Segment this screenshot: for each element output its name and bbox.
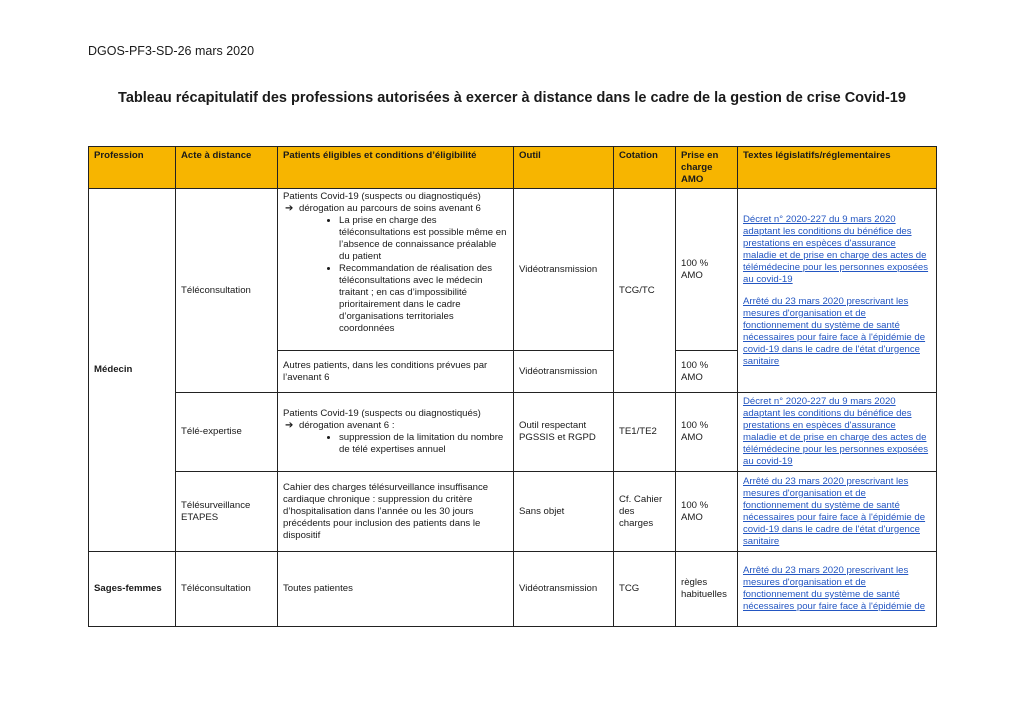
col-header-patients: Patients éligibles et conditions d’éligibilité [278,147,514,189]
col-header-profession: Profession [89,147,176,189]
patients-teleexpertise [278,393,514,472]
outil-cell: Vidéotransmission [514,351,614,393]
textes-cell-sagesfemmes [738,552,937,627]
condition-bullet: • Recommandation de réalisation des téléconsultations avec le médecin traitant ; en cas d’impossibilité prioritairement dans le cadre d’organisations territoriales coordonnées [339,263,508,335]
patients-covid-head: Patients Covid-19 (suspects ou diagnostiqués) [283,191,481,202]
derogation-text: dérogation avenant 6 : [299,420,395,431]
acte-teleconsultation: Téléconsultation [176,552,278,627]
cotation-cell: TCG [614,552,676,627]
derogation-text: dérogation au parcours de soins avenant 6 [299,203,481,214]
patients-sagesfemmes: Toutes patientes [278,552,514,627]
patients-autres: Autres patients, dans les conditions prévues par l’avenant 6 [278,351,514,393]
amo-cell: 100 % AMO [676,472,738,552]
patients-covid-teleconsultation [278,189,514,351]
col-header-outil: Outil [514,147,614,189]
cotation-cell: TE1/TE2 [614,393,676,472]
outil-cell: Sans objet [514,472,614,552]
table-row [89,189,937,351]
condition-bullet: • La prise en charge des téléconsultations est possible même en l’absence de connaissance préalable du patient [339,215,508,263]
col-header-amo: Prise en charge AMO [676,147,738,189]
condition-bullet: • suppression de la limitation du nombre de télé expertises annuel [339,432,508,456]
amo-cell: règles habituelles [676,552,738,627]
cotation-cell: Cf. Cahier des charges [614,472,676,552]
table-row [89,472,937,552]
decret-link[interactable]: Décret n° 2020-227 du 9 mars 2020 adaptant les conditions du bénéfice des prestations en espèces d'assurance maladie et de prise en charge des actes de télémédecine pour les personnes exposées au covid-19 [743,396,929,467]
amo-cell: 100 % AMO [676,351,738,393]
patients-covid-head: Patients Covid-19 (suspects ou diagnostiqués) [283,408,481,419]
profession-medecin: Médecin [89,189,176,552]
textes-cell-teleconsultation [738,189,937,393]
arrete-link[interactable]: Arrêté du 23 mars 2020 prescrivant les mesures d'organisation et de fonctionnement du système de santé nécessaires pour faire face à l'épidémie de covid-19 dans le cadre de l'état d'urgence sanitaire [743,295,926,367]
table-row [89,552,937,627]
textes-cell-teleexpertise [738,393,937,472]
col-header-acte: Acte à distance [176,147,278,189]
arrete-link[interactable]: Arrêté du 23 mars 2020 prescrivant les mesures d'organisation et de fonctionnement du système de santé nécessaires pour faire face à l'épidémie de [743,565,926,612]
outil-cell: Vidéotransmission [514,189,614,351]
col-header-textes: Textes législatifs/réglementaires [738,147,937,189]
decret-link[interactable]: Décret n° 2020-227 du 9 mars 2020 adaptant les conditions du bénéfice des prestations en espèces d'assurance maladie et de prise en charge des actes de télémédecine pour les personnes exposées au covid-19 [743,213,929,285]
acte-teleexpertise: Télé-expertise [176,393,278,472]
col-header-cotation: Cotation [614,147,676,189]
outil-cell: Outil respectant PGSSIS et RGPD [514,393,614,472]
cotation-cell: TCG/TC [614,189,676,393]
acte-teleconsultation: Téléconsultation [176,189,278,393]
acte-telesurveillance: Télésurveillance ETAPES [176,472,278,552]
amo-cell: 100 % AMO [676,393,738,472]
textes-cell-telesurveillance [738,472,937,552]
table-row [89,393,937,472]
professions-table [88,146,937,627]
patients-telesurveillance: Cahier des charges télésurveillance insuffisance cardiaque chronique : suppression du critère d’hospitalisation dans l’année ou les 30 jours précédents pour inclusion des patients dans le dispositif [278,472,514,552]
amo-cell: 100 % AMO [676,189,738,351]
document-reference: DGOS-PF3-SD-26 mars 2020 [88,44,255,58]
derogation-item [285,203,508,335]
outil-cell: Vidéotransmission [514,552,614,627]
table-header-row [89,147,937,189]
profession-sagesfemmes: Sages-femmes [89,552,176,627]
document-title: Tableau récapitulatif des professions autorisées à exercer à distance dans le cadre de la gestion de crise Covid-19 [118,90,906,106]
derogation-item [285,420,508,456]
arrete-link[interactable]: Arrêté du 23 mars 2020 prescrivant les mesures d'organisation et de fonctionnement du système de santé nécessaires pour faire face à l'épidémie de covid-19 dans le cadre de l'état d'urgence sanitaire [743,475,926,547]
